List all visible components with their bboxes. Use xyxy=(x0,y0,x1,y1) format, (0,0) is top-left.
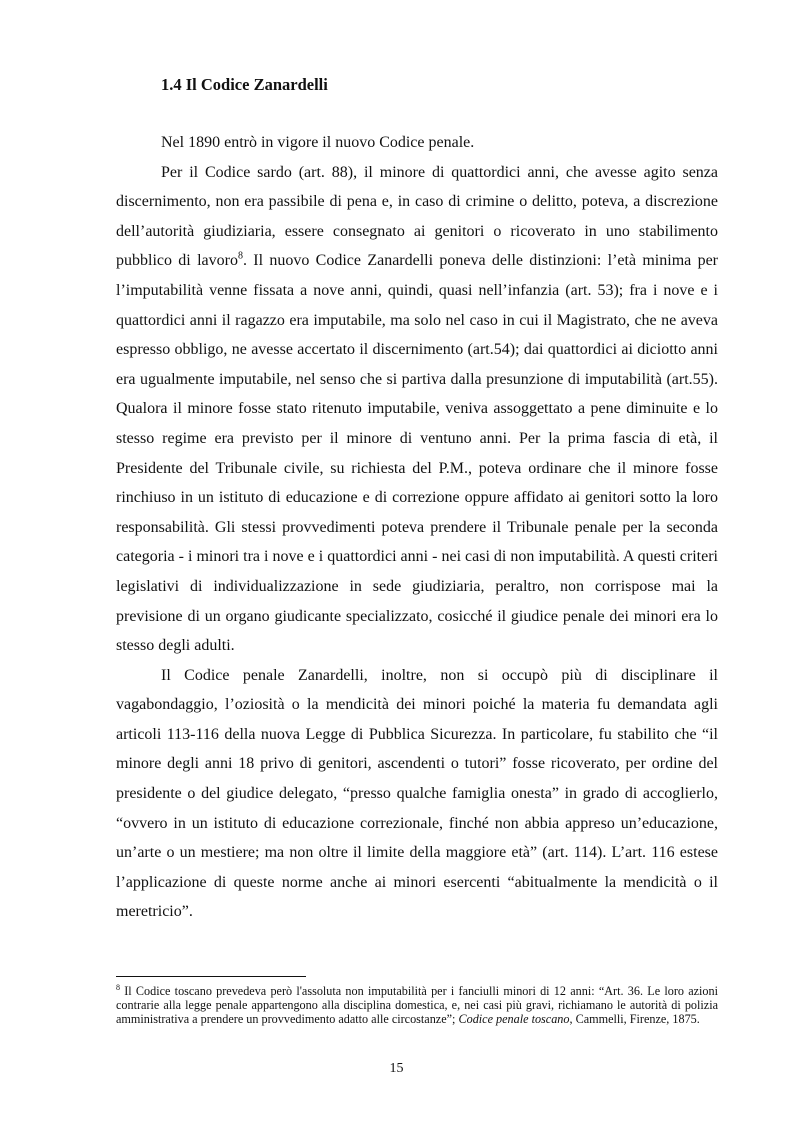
footnote-divider xyxy=(116,976,306,977)
footnote-text: Il Codice toscano prevedeva però l'assoluta non imputabilità per i fanciulli minori di 12 anni: “Art. 36. Le loro azioni contrarie alla legge penale appartengono alla disciplina domestica, e, nei casi più gravi, richiamano le autorità di polizia amministrativa a prendere un provvedimento adatto alle circostanze”; xyxy=(116,984,718,1027)
paragraph-codice-sardo-part2: . Il nuovo Codice Zanardelli poneva delle distinzioni: l’età minima per l’imputabilità venne fissata a nove anni, quindi, quasi nell’infanzia (art. 53); fra i nove e i quattordici anni il ragazzo era imputabile, ma solo nel caso in cui il Magistrato, che ne aveva espresso obbligo, ne avesse accertato il discernimento (art.54); dai quattordici ai diciotto anni era ugualmente imputabile, nel senso che si partiva dalla presunzione di imputabilità (art.55). Qualora il minore fosse stato ritenuto imputabile, veniva assoggettato a pene diminuite e lo stesso regime era previsto per il minore di ventuno anni. Per la prima fascia di età, il Presidente del Tribunale civile, su richiesta del P.M., poteva ordinare che il minore fosse rinchiuso in un istituto di educazione e di correzione oppure affidato ai genitori sotto la loro responsabilità. Gli stessi provvedimenti poteva prendere il Tribunale penale per la seconda categoria - i minori tra i nove e i quattordici anni - nei casi di non imputabilità. A questi criteri legislativi di individualizzazione in sede giudiziaria, peraltro, non corrispose mai la previsione di un organo giudicante specializzato, cosicché il giudice penale dei minori era lo stesso degli adulti. xyxy=(116,252,718,655)
paragraph-codice-sardo xyxy=(116,158,718,661)
footnote-reference[interactable]: 8 xyxy=(237,251,243,263)
footnote xyxy=(116,984,718,1027)
paragraph-pubblica-sicurezza: Il Codice penale Zanardelli, inoltre, non si occupò più di disciplinare il vagabondaggio, l’oziosità o la mendicità dei minori poiché la materia fu demandata agli articoli 113-116 della nuova Legge di Pubblica Sicurezza. In particolare, fu stabilito che “il minore degli anni 18 privo di genitori, ascendenti o tutori” fosse ricoverato, per ordine del presidente o del giudice delegato, “presso qualche famiglia onesta” in grado di accoglierlo, “ovvero in un istituto di educazione correzionale, finché non abbia appreso un’educazione, un’arte o un mestiere; ma non oltre il limite della maggiore età” (art. 114). L’art. 116 estese l’applicazione di queste norme anche ai minori esercenti “abitualmente la mendicità o il meretricio”. xyxy=(116,666,718,921)
paragraph-codice-sardo-part1: Per il Codice sardo (art. 88), il minore di quattordici anni, che avesse agito senza discernimento, non era passibile di pena e, in caso di crimine o delitto, poteva, a discrezione dell’autorità giudiziaria, essere consegnato ai genitori o ricoverato in uno stabilimento pubblico di lavoro xyxy=(116,163,718,270)
body-text xyxy=(116,128,718,927)
page-number: 15 xyxy=(389,1061,404,1076)
footnote-publisher: , Cammelli, Firenze, 1875. xyxy=(569,1012,700,1027)
footnote-number: 8 xyxy=(116,982,120,992)
section-heading: 1.4 Il Codice Zanardelli xyxy=(161,75,328,94)
footnote-title: Codice penale toscano xyxy=(458,1012,570,1027)
paragraph-intro: Nel 1890 entrò in vigore il nuovo Codice penale. xyxy=(161,134,475,151)
